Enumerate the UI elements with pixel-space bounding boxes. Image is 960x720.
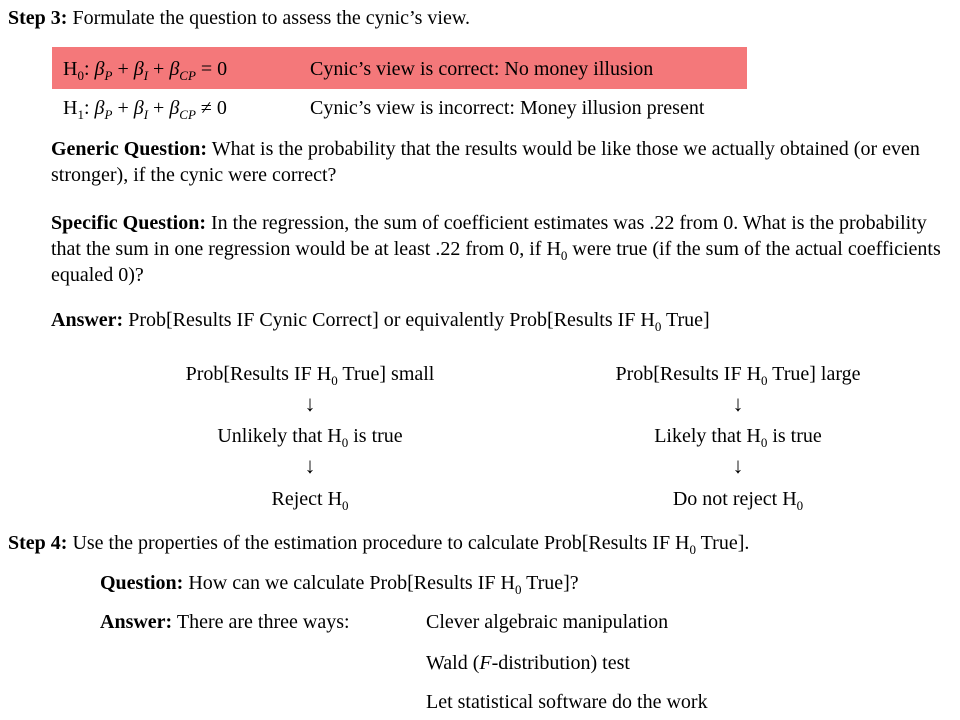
flow-right-top: Prob[Results IF $H_0$ True] large	[615, 363, 861, 388]
h1-cynic-text: Cynic’s view is incorrect: Money illusion present	[310, 97, 705, 119]
down-arrow-icon: ↓	[304, 453, 316, 478]
down-arrow-icon: ↓	[732, 391, 744, 416]
step3-label: Step 3:	[8, 7, 68, 29]
flow-right-mid: Likely that $H_0$ is true	[654, 425, 822, 450]
down-arrow-icon: ↓	[304, 391, 316, 416]
flow-left-top: Prob[Results IF $H_0$ True] small	[185, 363, 435, 388]
flow-left-mid: Unlikely that $H_0$ is true	[217, 425, 403, 450]
way-2: Wald (F-distribution) test	[426, 652, 630, 674]
answer2-label: Answer:	[100, 611, 173, 633]
h0-cynic-text: Cynic’s view is correct: No money illusion	[310, 58, 654, 80]
step4-label: Step 4:	[8, 532, 68, 554]
h0-hypothesis: $H_0$: $\beta_P + \beta_I + \beta_{CP} = 0$	[63, 58, 228, 83]
question2-label: Question:	[100, 572, 184, 594]
way-1: Clever algebraic manipulation	[426, 611, 669, 633]
generic-label: Generic Question:	[51, 138, 208, 160]
step3-line	[8, 6, 470, 30]
answer-line: Answer: Prob[Results IF Cynic Correct] or equivalently Prob[Results IF $H_0$ True]	[51, 309, 710, 334]
specific-label: Specific Question:	[51, 212, 206, 234]
way-3: Let statistical software do the work	[426, 691, 708, 713]
answer2-line: Answer: There are three ways:	[100, 611, 350, 633]
generic-question	[51, 136, 941, 188]
specific-question: Specific Question: In the regression, the sum of coefficient estimates was .22 from 0. What is the probability that the sum in one regression would be at least .22 from 0, if $H_0$ were true (if the sum of the actual coefficients equaled 0)?	[51, 212, 941, 286]
flow-right-bottom: Do not reject $H_0$	[672, 488, 804, 513]
flow-left-bottom: Reject $H_0$	[271, 488, 349, 513]
step4-line: Step 4: Use the properties of the estimation procedure to calculate Prob[Results IF $H_0$ True].	[8, 532, 750, 557]
h1-hypothesis: $H_1$: $\beta_P + \beta_I + \beta_{CP} \ne 0$	[63, 97, 227, 122]
question2-line: Question: How can we calculate Prob[Results IF $H_0$ True]?	[100, 572, 579, 597]
step3-text: Formulate the question to assess the cynic’s view.	[67, 7, 470, 29]
down-arrow-icon: ↓	[732, 453, 744, 478]
answer-label: Answer:	[51, 309, 124, 331]
generic-text: What is the probability that the results would be like those we actually obtained (or even stronger), if the cynic were correct?	[51, 138, 920, 186]
